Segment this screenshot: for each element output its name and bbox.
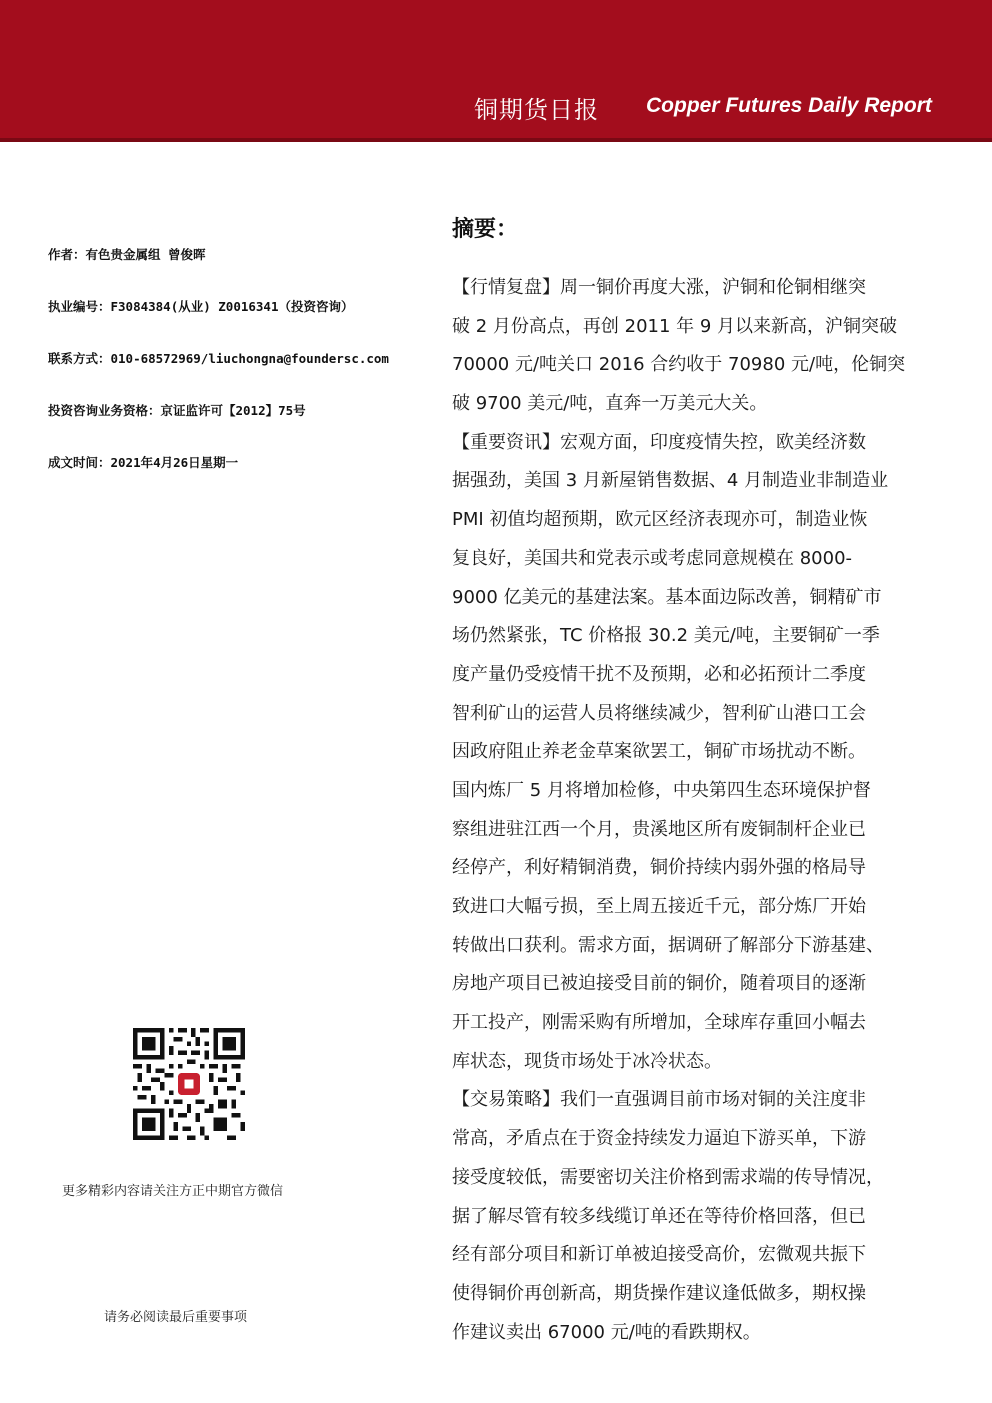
summary-line: 【交易策略】我们一直强调目前市场对铜的关注度非 — [452, 1089, 866, 1111]
summary-line: 察组进驻江西一个月，贵溪地区所有废铜制杆企业已 — [452, 818, 866, 840]
summary-line: 国内炼厂 5 月将增加检修，中央第四生态环境保护督 — [452, 779, 871, 801]
summary-line: 度产量仍受疫情干扰不及预期，必和必拓预计二季度 — [452, 663, 866, 685]
summary-line: 开工投产，刚需采购有所增加，全球库存重回小幅去 — [452, 1012, 866, 1034]
summary-body — [452, 274, 922, 1357]
summary-line: 破 9700 美元/吨，直奔一万美元大关。 — [452, 393, 768, 415]
summary-line: 据强劲，美国 3 月新屋销售数据、4 月制造业非制造业 — [452, 470, 889, 492]
summary-line: 复良好，美国共和党表示或考虑同意规模在 8000- — [452, 547, 853, 569]
summary-line: 破 2 月份高点，再创 2011 年 9 月以来新高，沪铜突破 — [452, 315, 898, 337]
summary-line: 智利矿山的运营人员将继续减少，智利矿山港口工会 — [452, 702, 866, 724]
qr-caption: 更多精彩内容请关注方正中期官方微信 — [62, 1184, 284, 1199]
summary-heading: 摘要： — [452, 217, 519, 242]
summary-line: 常高，矛盾点在于资金持续发力逼迫下游买单，下游 — [452, 1128, 866, 1150]
summary-line: 作建议卖出 67000 元/吨的看跌期权。 — [452, 1321, 761, 1343]
license-number-line: 执业编号：F3084384(从业) Z0016341（投资咨询） — [48, 299, 354, 314]
summary-line: 据了解尽管有较多线缆订单还在等待价格回落，但已 — [452, 1205, 866, 1227]
contact-line: 联系方式：010-68572969/liuchongna@foundersc.com — [48, 351, 389, 366]
summary-line: 经停产，利好精铜消费，铜价持续内弱外强的格局导 — [452, 857, 866, 879]
summary-line: PMI 初值均超预期，欧元区经济表现亦可，制造业恢 — [452, 509, 868, 531]
summary-line: 9000 亿美元的基建法案。基本面边际改善，铜精矿市 — [452, 586, 882, 608]
summary-line: 【重要资讯】宏观方面，印度疫情失控，欧美经济数 — [452, 431, 866, 453]
summary-line: 库状态，现货市场处于冰冷状态。 — [452, 1050, 722, 1072]
summary-line: 接受度较低，需要密切关注价格到需求端的传导情况， — [452, 1166, 884, 1188]
author-line: 作者：有色贵金属组 曾俊晖 — [48, 247, 206, 262]
qr-code-icon — [133, 1028, 245, 1140]
summary-line: 经有部分项目和新订单被迫接受高价，宏微观共振下 — [452, 1244, 866, 1266]
summary-line: 70000 元/吨关口 2016 合约收于 70980 元/吨，伦铜突 — [452, 354, 906, 376]
summary-line: 致进口大幅亏损，至上周五接近千元，部分炼厂开始 — [452, 896, 866, 917]
summary-line: 转做出口获利。需求方面，据调研了解部分下游基建、 — [452, 934, 884, 956]
summary-line: 【行情复盘】周一铜价再度大涨，沪铜和伦铜相继突 — [452, 277, 866, 298]
summary-line: 使得铜价再创新高，期货操作建议逢低做多，期权操 — [452, 1282, 866, 1304]
summary-line: 场仍然紧张，TC 价格报 30.2 美元/吨，主要铜矿一季 — [452, 625, 880, 647]
summary-line: 因政府阻止养老金草案欲罢工，铜矿市场扰动不断。 — [452, 741, 866, 763]
report-subtitle: Copper Futures Daily Report — [646, 94, 932, 117]
disclaimer-note: 请务必阅读最后重要事项 — [104, 1310, 248, 1325]
qualification-line: 投资咨询业务资格：京证监许可【2012】75号 — [48, 403, 306, 418]
header-band — [0, 0, 992, 142]
report-title: 铜期货日报 — [474, 96, 599, 124]
summary-line: 房地产项目已被迫接受目前的铜价，随着项目的逐渐 — [452, 973, 866, 995]
date-line: 成文时间：2021年4月26日星期一 — [48, 455, 239, 470]
